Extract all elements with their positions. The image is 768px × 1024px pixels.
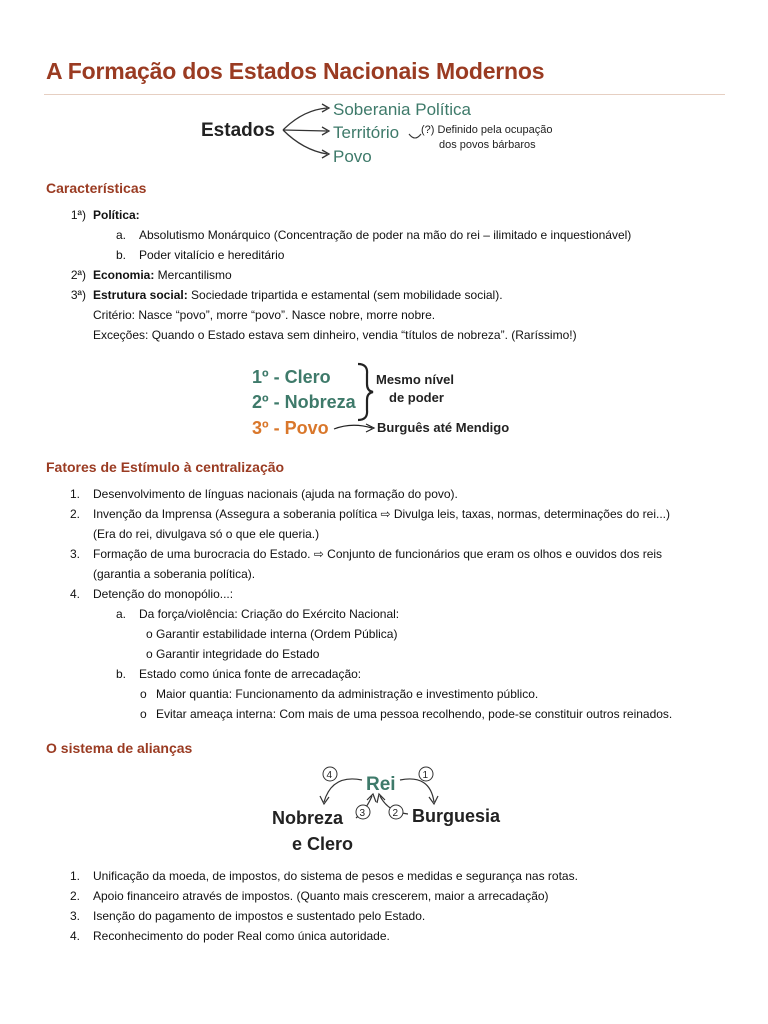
list-marker: 4.	[69, 587, 80, 601]
arrow-right-icon	[334, 425, 372, 429]
list-marker: 1.	[69, 869, 80, 883]
list-item-label: Estrutura social:	[93, 288, 188, 302]
estados-root-label: Estados	[201, 120, 275, 141]
list-item-label: Economia:	[93, 268, 155, 282]
list-item: Formação de uma burocracia do Estado. ⇨ Conjunto de funcionários que eram os olhos e ouvidos dos reis	[93, 547, 663, 561]
branch-territorio: Território	[333, 123, 400, 142]
list-item-text: Mercantilismo	[154, 268, 232, 282]
estamento-nobreza: 2º - Nobreza	[252, 392, 356, 412]
estados-branch-arrow-top	[283, 108, 327, 130]
list-item	[93, 287, 503, 303]
list-item: Unificação da moeda, de impostos, do sistema de pesos e medidas e segurança nas rotas.	[93, 869, 578, 883]
bullet-marker: o	[146, 627, 153, 641]
bullet-marker: o	[146, 647, 153, 661]
list-item-label: Política:	[93, 208, 140, 222]
list-marker: 2.	[69, 507, 80, 521]
svg-text:1: 1	[422, 770, 429, 781]
estados-diagram	[195, 96, 585, 170]
list-item: Absolutismo Monárquico (Concentração de poder na mão do rei – ilimitado e inquestionável)	[139, 228, 632, 242]
list-marker: b.	[115, 248, 126, 262]
list-item: Detenção do monopólio...:	[93, 587, 234, 601]
node-burguesia: Burguesia	[412, 806, 501, 826]
list-item: Isenção do pagamento de impostos e sustentado pelo Estado.	[93, 909, 426, 923]
brace-icon	[358, 364, 373, 420]
territorio-note-line2: dos povos bárbaros	[439, 139, 536, 151]
list-item: Evitar ameaça interna: Com mais de uma pessoa recolhendo, pode-se constituir outros reinados.	[156, 707, 673, 721]
estamentos-diagram	[248, 360, 538, 444]
list-marker: 1ª)	[70, 208, 86, 222]
arrow-1	[400, 779, 434, 802]
estamento-clero: 1º - Clero	[252, 367, 331, 387]
node-nobreza: Nobreza	[272, 808, 344, 828]
list-item: Invenção da Imprensa (Assegura a soberania política ⇨ Divulga leis, taxas, normas, determinações do rei...)	[93, 507, 671, 521]
estados-branch-arrow-bottom	[283, 130, 327, 154]
list-item: Da força/violência: Criação do Exército Nacional:	[139, 607, 400, 621]
list-marker: 2.	[69, 889, 80, 903]
branch-povo: Povo	[333, 147, 372, 166]
node-clero: e Clero	[292, 834, 354, 854]
territorio-note-arrow	[409, 134, 421, 138]
section-heading-fatores: Fatores de Estímulo à centralização	[46, 459, 285, 475]
list-item: Maior quantia: Funcionamento da administração e investimento público.	[156, 687, 539, 701]
list-item-continuation: Exceções: Quando o Estado estava sem dinheiro, vendia “títulos de nobreza”. (Raríssimo!)	[93, 328, 577, 342]
list-marker: a.	[115, 607, 126, 621]
list-item: Desenvolvimento de línguas nacionais (ajuda na formação do povo).	[93, 487, 458, 501]
list-marker: 4.	[69, 929, 80, 943]
aliancas-diagram	[266, 762, 506, 858]
branch-soberania: Soberania Política	[333, 100, 471, 119]
list-marker: 3.	[69, 909, 80, 923]
list-item-text: Sociedade tripartida e estamental (sem mobilidade social).	[187, 288, 503, 302]
brace-note-line1: Mesmo nível	[376, 372, 455, 387]
list-marker: 3.	[69, 547, 80, 561]
page-title: A Formação dos Estados Nacionais Modernos	[46, 58, 545, 84]
territorio-note-line1: (?) Definido pela ocupação	[421, 124, 553, 136]
estados-branch-arrow-mid	[283, 130, 327, 131]
list-marker: b.	[115, 667, 126, 681]
title-divider	[44, 94, 725, 95]
list-item	[93, 267, 232, 283]
list-marker: 3ª)	[70, 288, 86, 302]
list-item: Garantir integridade do Estado	[156, 647, 320, 661]
svg-text:4: 4	[326, 770, 333, 781]
list-item-continuation: Critério: Nasce “povo”, morre “povo”. Nasce nobre, morre nobre.	[93, 308, 436, 322]
svg-text:3: 3	[359, 808, 366, 819]
arrow-note: Burguês até Mendigo	[377, 420, 510, 435]
svg-text:2: 2	[392, 808, 399, 819]
list-item: Garantir estabilidade interna (Ordem Pública)	[156, 627, 398, 641]
list-item: Apoio financeiro através de impostos. (Quanto mais crescerem, maior a arrecadação)	[93, 889, 549, 903]
bullet-marker: o	[140, 687, 147, 701]
arrow-4	[324, 779, 362, 802]
estamento-povo: 3º - Povo	[252, 418, 329, 438]
list-marker: 2ª)	[70, 268, 86, 282]
node-rei: Rei	[366, 774, 396, 795]
list-item-continuation: (Era do rei, divulgava só o que ele queria.)	[93, 527, 320, 541]
list-item-continuation: (garantia a soberania política).	[93, 567, 256, 581]
list-item: Reconhecimento do poder Real como única autoridade.	[93, 929, 390, 943]
section-heading-aliancas: O sistema de alianças	[46, 740, 193, 756]
section-heading-caracteristicas: Características	[46, 180, 147, 196]
brace-note-line2: de poder	[389, 390, 444, 405]
list-marker: a.	[115, 228, 126, 242]
bullet-marker: o	[140, 707, 147, 721]
list-marker: 1.	[69, 487, 80, 501]
list-item: Estado como única fonte de arrecadação:	[139, 667, 362, 681]
list-item: Poder vitalício e hereditário	[139, 248, 285, 262]
